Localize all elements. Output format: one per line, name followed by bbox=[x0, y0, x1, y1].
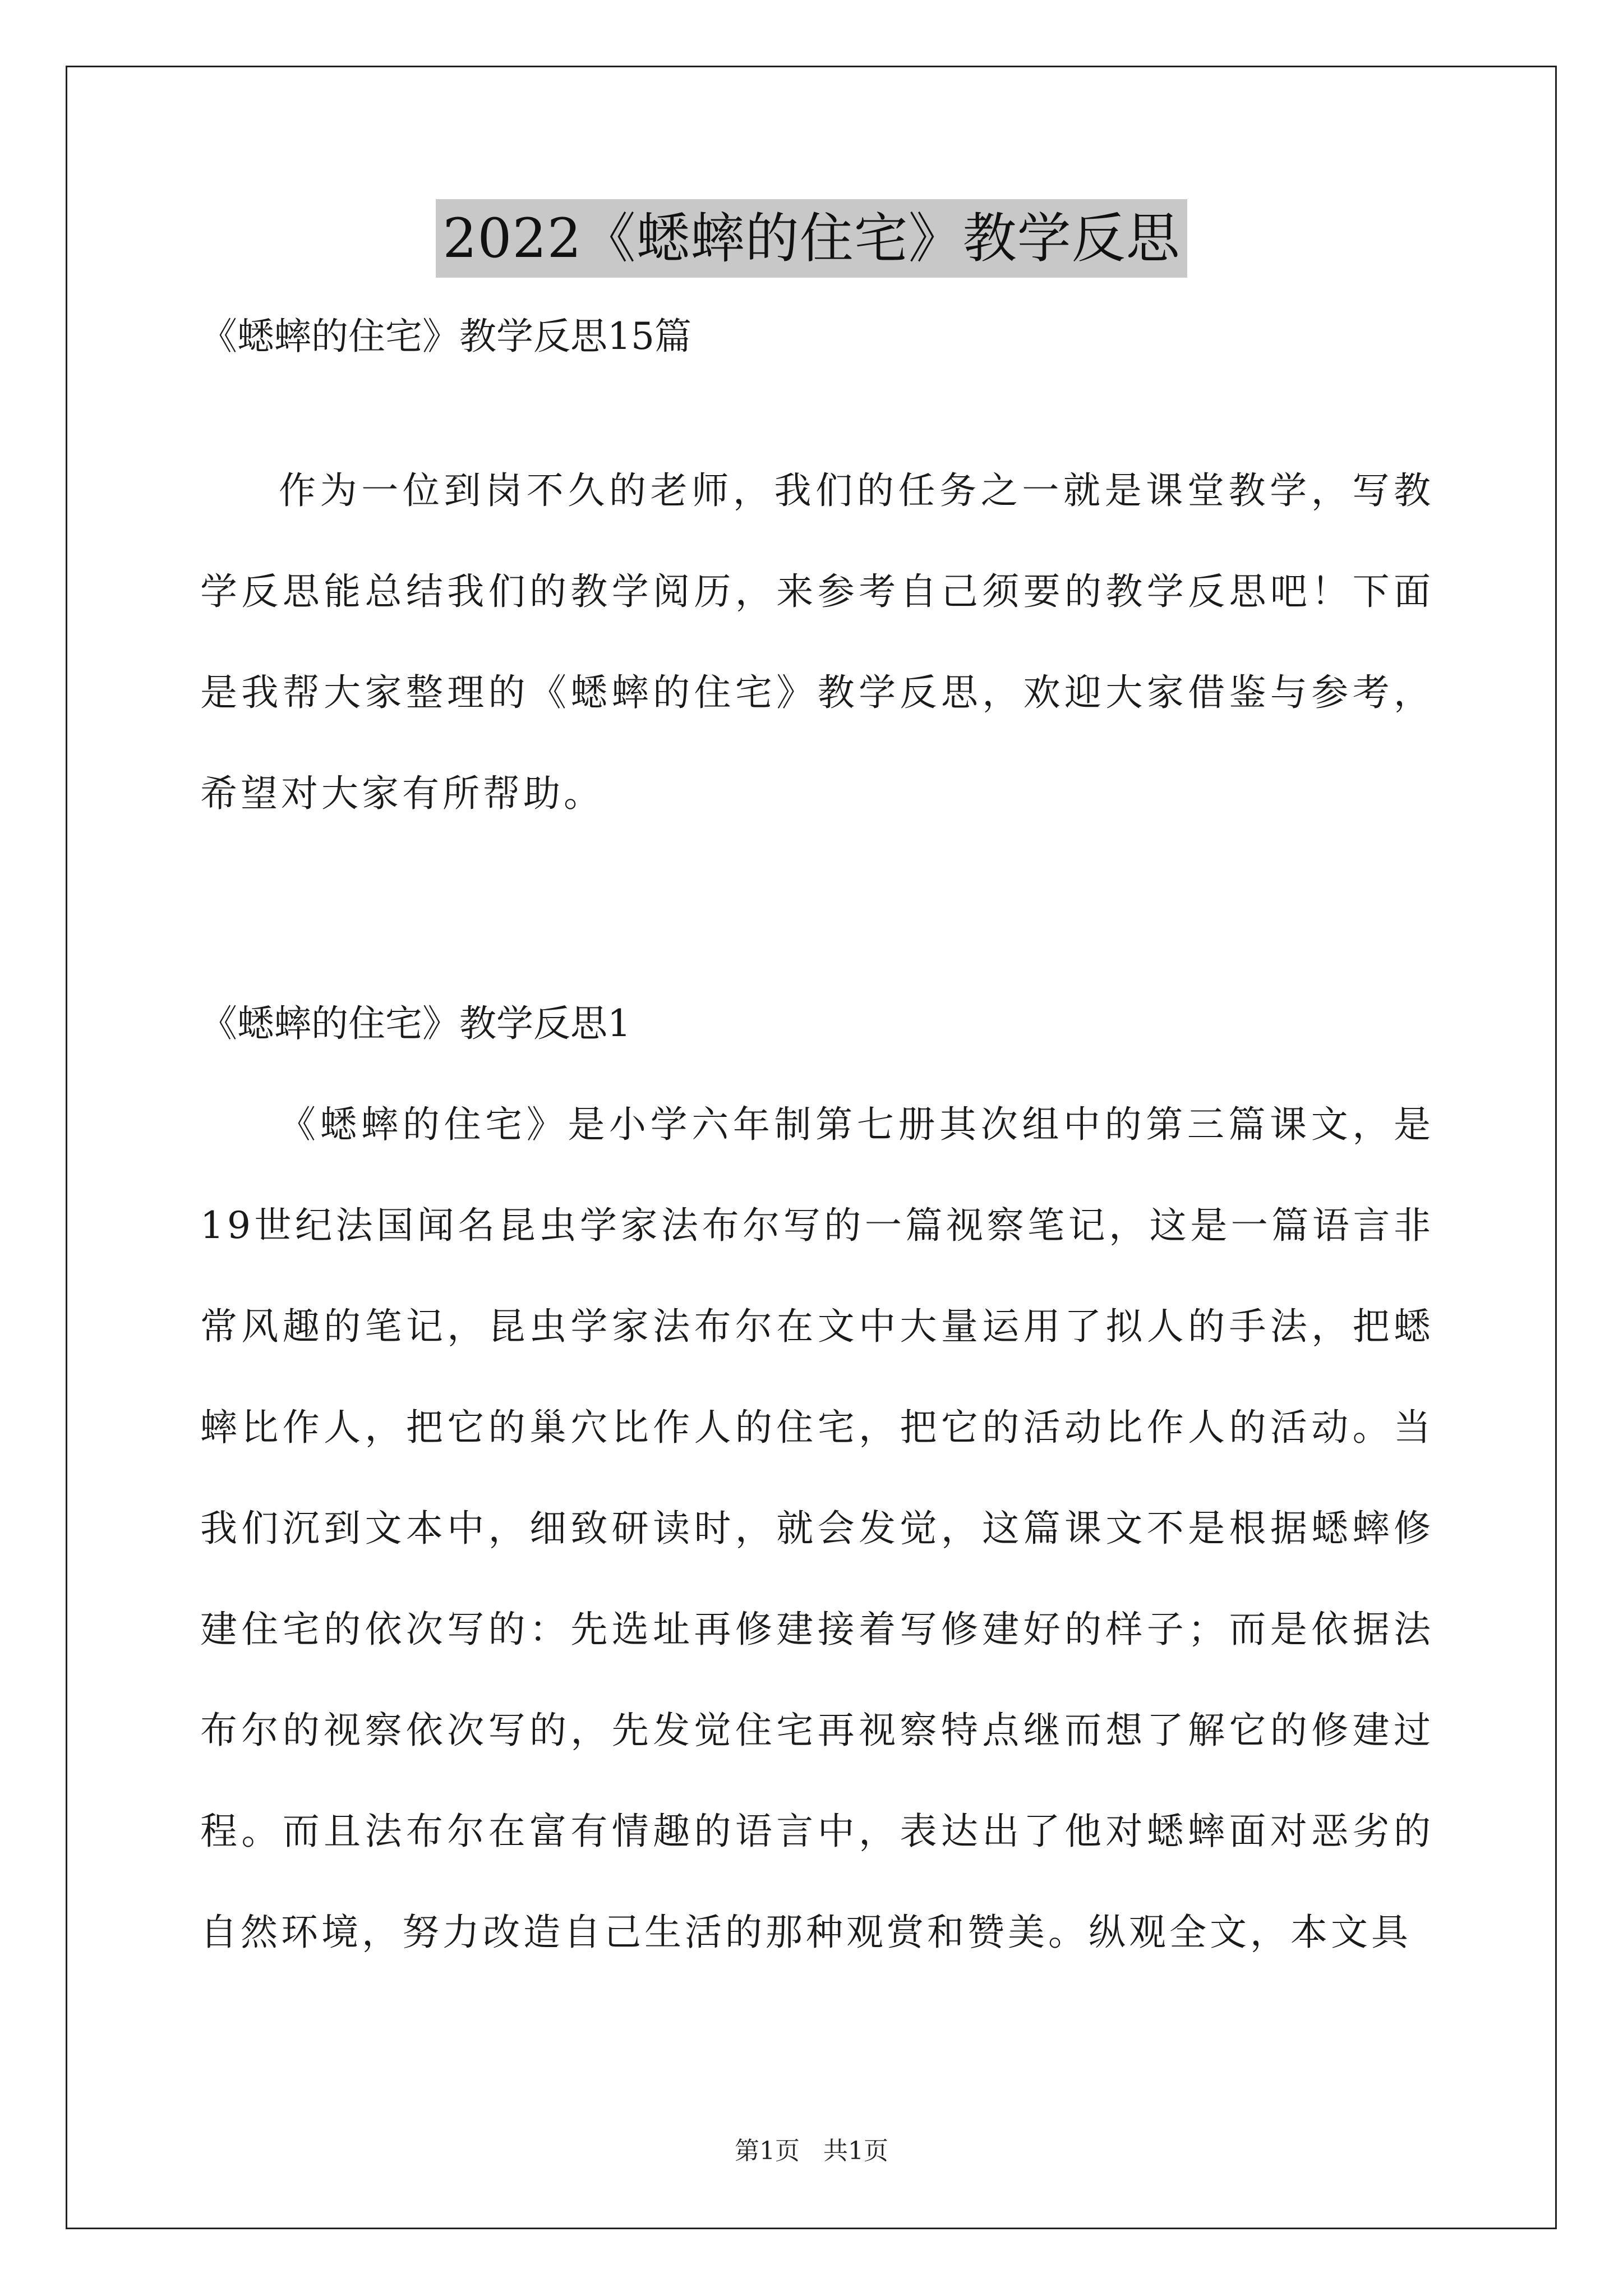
document-subtitle: 《蟋蟀的住宅》教学反思15篇 bbox=[200, 315, 691, 358]
page-footer: 第1页 共1页 bbox=[735, 2137, 888, 2165]
section-heading: 《蟋蟀的住宅》教学反思1 bbox=[200, 1002, 631, 1045]
intro-paragraph: 作为一位到岗不久的老师，我们的任务之一就是课堂教学，写教学反思能总结我们的教学阅历，来参考自己须要的教学反思吧！下面是我帮大家整理的《蟋蟀的住宅》教学反思，欢迎大家借鉴与参考，希望对大家有所帮助。 bbox=[200, 469, 1434, 815]
section-paragraph: 《蟋蟀的住宅》是小学六年制第七册其次组中的第三篇课文，是19世纪法国闻名昆虫学家法布尔写的一篇视察笔记，这是一篇语言非常风趣的笔记，昆虫学家法布尔在文中大量运用了拟人的手法，把蟋蟀比作人，把它的巢穴比作人的住宅，把它的活动比作人的活动。当我们沉到文本中，细致研读时，就会发觉，这篇课文不是根据蟋蟀修建住宅的依次写的：先选址再修建接着写修建好的样子；而是依据法布尔的视察依次写的，先发觉住宅再视察特点继而想了解它的修建过程。而且法布尔在富有情趣的语言中，表达出了他对蟋蟀面对恶劣的自然环境，努力改造自己生活的那种观赏和赞美。纵观全文，本文具 bbox=[200, 1103, 1434, 1954]
document-title: 2022《蟋蟀的住宅》教学反思 bbox=[436, 199, 1187, 278]
title-container bbox=[0, 199, 1623, 278]
